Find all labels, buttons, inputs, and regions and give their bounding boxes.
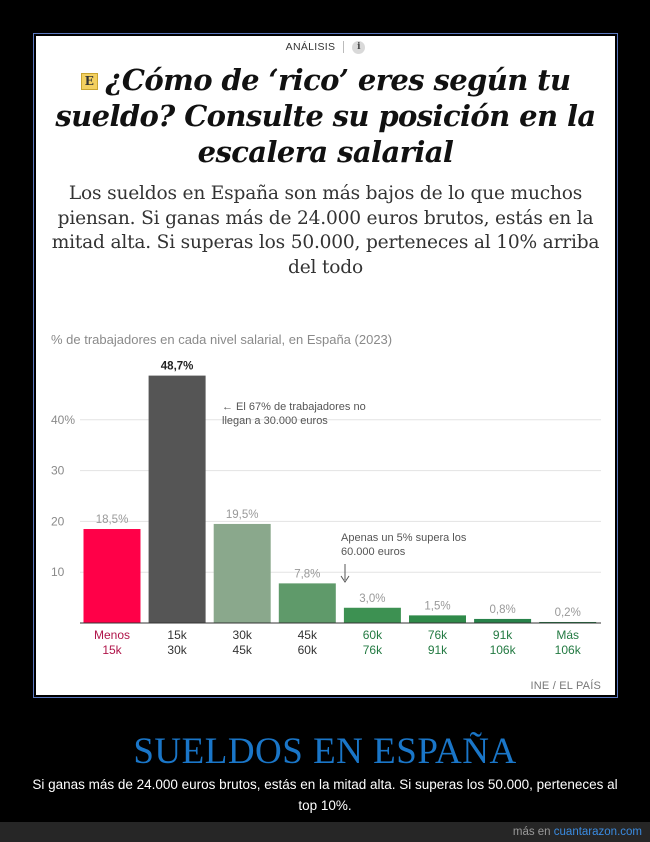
category-label-1-1: 30k [167,643,187,657]
footer-link[interactable]: cuantarazon.com [553,826,642,838]
category-label-0-1: 15k [102,643,122,657]
subheadline: Los sueldos en España son más bajos de lo que muchos piensan. Si ganas más de 24.000 euros brutos, estás en la mitad alta. Si superas los 50.000, perteneces al 10% arriba del todo [51,183,600,278]
annotation-2-line-0: Apenas un 5% supera los [341,532,467,544]
value-label-4: 3,0% [359,592,386,605]
bar-4 [344,608,401,623]
category-label-3-1: 60k [297,643,317,657]
annotation-1-line-0: ← El 67% de trabajadores no [222,401,366,413]
bar-6 [474,619,531,623]
footer-prefix: más en [512,826,554,838]
info-icon[interactable]: i [352,41,365,54]
article-card [36,36,615,695]
bar-1 [149,376,206,623]
category-label-2-0: 30k [232,628,252,642]
annotation-1-line-1: llegan a 30.000 euros [222,415,328,427]
category-label-7-1: 106k [554,643,581,657]
bar-2 [214,524,271,623]
category-label-3-0: 45k [297,628,317,642]
meme-title: SUELDOS EN ESPAÑA [133,731,517,772]
y-tick-label-40: 40% [51,412,76,427]
category-label-0-0: Menos [93,628,131,642]
bar-5 [409,615,466,623]
newspaper-logo-icon: E [81,73,98,90]
site-footer [0,822,650,842]
headline-text: ¿Cómo de ‘rico’ eres según tu sueldo? Consulte su posición en la escalera salarial [55,63,596,169]
meme-caption: Si ganas más de 24.000 euros brutos, estás en la mitad alta. Si superas los 50.000, perteneces al top 10%. [32,777,618,813]
value-label-0: 18,5% [95,514,129,527]
category-label-4-1: 76k [362,643,383,657]
chart-title: % de trabajadores en cada nivel salarial, en España (2023) [51,332,393,347]
y-tick-label-10: 10 [51,565,65,580]
value-label-5: 1,5% [424,600,451,613]
y-tick-label-20: 20 [51,514,65,529]
bar-0 [84,529,141,623]
section-label: ANÁLISIS [285,41,336,53]
category-label-4-0: 60k [362,628,383,642]
category-label-6-1: 106k [489,643,516,657]
category-label-6-0: 91k [492,628,513,642]
value-label-3: 7,8% [294,568,321,581]
source-credit: INE / EL PAÍS [530,680,601,692]
y-tick-label-30: 30 [51,463,65,478]
value-label-2: 19,5% [225,508,259,521]
category-label-5-0: 76k [427,628,448,642]
category-label-5-1: 91k [427,643,448,657]
category-label-1-0: 15k [167,628,187,642]
category-label-7-0: Más [556,628,580,642]
value-label-1: 48,7% [160,360,194,373]
bar-chart [36,36,615,676]
bar-3 [279,583,336,623]
category-label-2-1: 45k [232,643,252,657]
value-label-6: 0,8% [489,603,516,616]
value-label-7: 0,2% [554,606,581,619]
annotation-2-line-1: 60.000 euros [341,546,406,558]
